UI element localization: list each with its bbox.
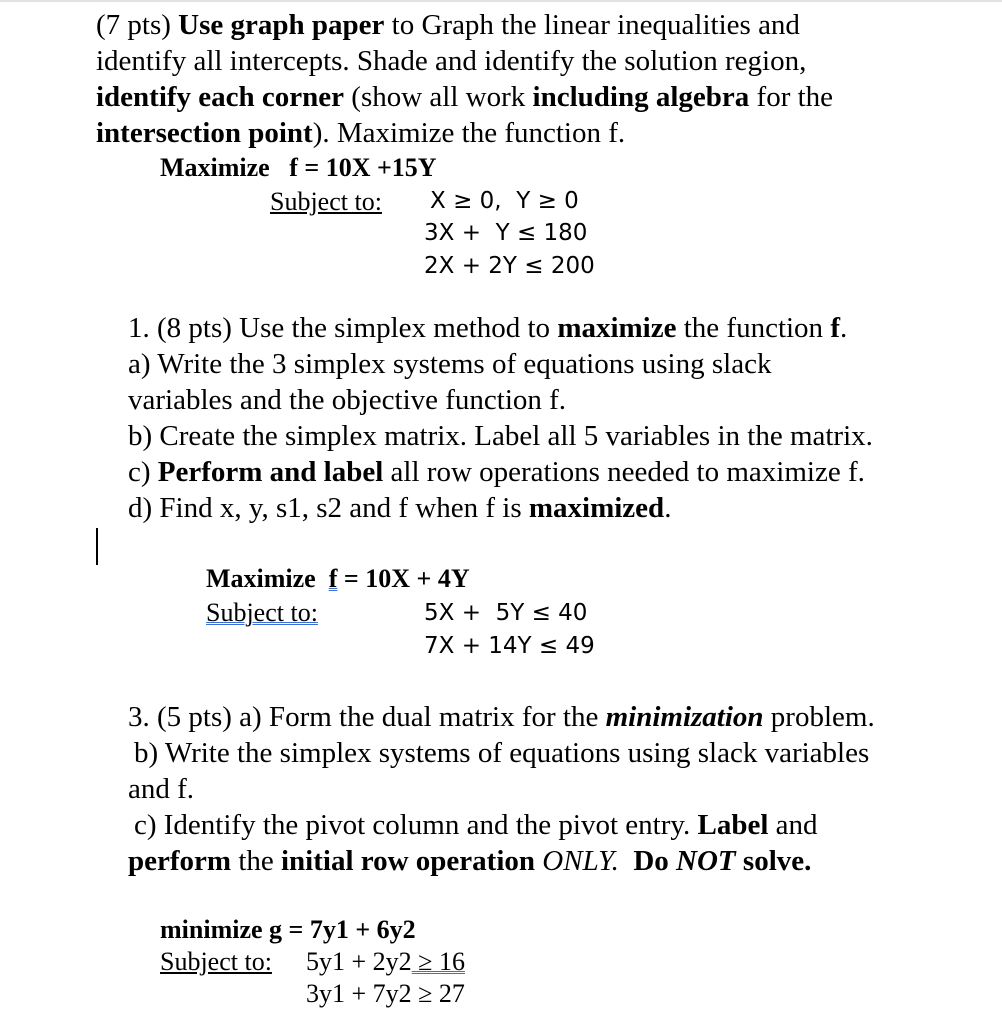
problem3-line-4: c) Identify the pivot column and the pivot entry. Label and [134,809,818,841]
problem1-objective: Maximize f = 10X + 4Y [206,564,470,593]
problem1-constraint-1: 5X + 5Y ≤ 40 [424,600,588,626]
problem1-line-3: variables and the objective function f. [128,384,567,416]
f-variable: f [328,564,338,593]
problem3-line-1: 3. (5 pts) a) Form the dual matrix for the minimization problem. [128,701,875,733]
problem1-line-1: 1. (8 pts) Use the simplex method to maximize the function f. [128,312,848,344]
problem1-line-2: a) Write the 3 simplex systems of equations using slack [128,348,772,380]
problem3-line-3: and f. [128,773,195,805]
graph-constraint-2: 3X + Y ≤ 180 [424,220,588,246]
graph-constraint-1: X ≥ 0, Y ≥ 0 [430,188,579,214]
problem1-line-6: d) Find x, y, s1, s2 and f when f is maximized. [128,492,672,524]
graph-problem-line-1: (7 pts) Use graph paper to Graph the linear inequalities and [96,9,800,41]
graph-problem-line-4: intersection point). Maximize the function f. [96,117,626,149]
problem1-line-5: c) Perform and label all row operations needed to maximize f. [128,456,865,488]
problem1-subject-to: Subject to: [206,598,318,627]
problem3-objective: minimize g = 7y1 + 6y2 [160,915,416,944]
problem3-constraint-2: 3y1 + 7y2 ≥ 27 [306,979,465,1008]
problem1-constraint-2: 7X + 14Y ≤ 49 [424,633,595,659]
problem3-line-2: b) Write the simplex systems of equations using slack variables [134,737,870,769]
problem3-subject-to: Subject to: [160,947,272,976]
graph-subject-to: Subject to: [270,187,382,216]
text-cursor [96,528,98,565]
problem3-line-5: perform the initial row operation ONLY. Do NOT solve. [128,845,812,877]
graph-problem-line-2: identify all intercepts. Shade and identify the solution region, [96,45,807,77]
graph-objective: Maximize f = 10X +15Y [160,153,437,182]
graph-problem-line-3: identify each corner (show all work including algebra for the [96,81,834,113]
problem3-constraint-1: 5y1 + 2y2 ≥ 16 [306,947,465,976]
graph-constraint-3: 2X + 2Y ≤ 200 [424,253,595,279]
top-border [0,0,1002,2]
problem1-line-4: b) Create the simplex matrix. Label all 5 variables in the matrix. [128,420,873,452]
